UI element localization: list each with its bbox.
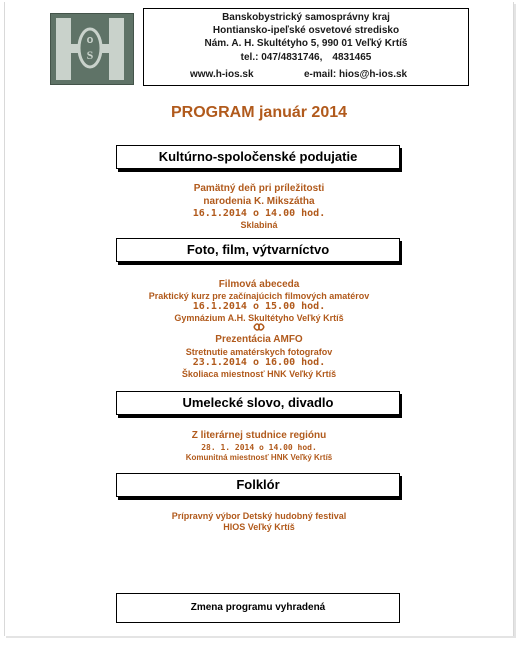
footer-note: Zmena programu vyhradená bbox=[116, 593, 400, 623]
h-ios-logo bbox=[50, 13, 134, 85]
header-phone-2: 4831465 bbox=[332, 52, 372, 63]
header-web-link[interactable]: www.h-ios.sk bbox=[190, 69, 254, 80]
event-literary-date: 28. 1. 2014 o 14.00 hod. bbox=[201, 443, 317, 452]
event-festival-line1: Prípravný výbor Detský hudobný festival bbox=[171, 511, 347, 521]
event-festival-line2: HIOS Veľký Krtíš bbox=[223, 522, 295, 532]
event-film-date: 16.1.2014 o 15.00 hod. bbox=[192, 301, 326, 312]
section-folklore: Folklór bbox=[116, 473, 400, 497]
header-region: Banskobystrický samosprávny kraj bbox=[222, 12, 390, 23]
event-amfo-place: Školiaca miestnosť HNK Veľký Krtíš bbox=[181, 369, 337, 379]
header-email-link[interactable]: e-mail: hios@h-ios.sk bbox=[304, 69, 408, 80]
event-amfo-date: 23.1.2014 o 16.00 hod. bbox=[192, 357, 326, 368]
svg-text:o: o bbox=[86, 34, 94, 46]
event-mikszath-place: Sklabiná bbox=[240, 220, 278, 230]
event-literary-title: Z literárnej studnice regiónu bbox=[191, 430, 327, 441]
section-cultural-social: Kultúrno-spoločenské podujatie bbox=[116, 145, 400, 169]
event-film-title: Filmová abeceda bbox=[218, 279, 300, 290]
event-literary-place: Komunitná miestnosť HNK Veľký Krtíš bbox=[185, 453, 333, 462]
header-phone bbox=[144, 52, 468, 64]
svg-text:S: S bbox=[86, 48, 94, 62]
event-mikszath-date: 16.1.2014 o 14.00 hod. bbox=[192, 208, 326, 219]
section-art-word-theatre: Umelecké slovo, divadlo bbox=[116, 391, 400, 415]
section-photo-film-art: Foto, film, výtvarníctvo bbox=[116, 238, 400, 262]
event-separator-icon bbox=[0, 322, 518, 334]
event-film-desc: Praktický kurz pre začínajúcich filmových amatérov bbox=[148, 291, 370, 301]
header-phone-1: tel.: 047/4831746, bbox=[240, 52, 323, 63]
event-amfo-desc: Stretnutie amatérskych fotografov bbox=[185, 347, 333, 357]
header-address: Nám. A. H. Skultétyho 5, 990 01 Veľký Krtíš bbox=[204, 38, 408, 49]
event-mikszath-title-2: narodenia K. Mikszátha bbox=[203, 196, 315, 207]
event-mikszath-title-1: Pamätný deň pri príležitosti bbox=[193, 183, 325, 194]
program-title: PROGRAM január 2014 bbox=[170, 104, 348, 121]
event-film-place: Gymnázium A.H. Skultétyho Veľký Krtíš bbox=[174, 313, 344, 323]
header-contact-box bbox=[143, 8, 469, 86]
header-organization: Hontiansko-ipeľské osvetové stredisko bbox=[212, 25, 400, 36]
event-amfo-title: Prezentácia AMFO bbox=[215, 334, 303, 345]
